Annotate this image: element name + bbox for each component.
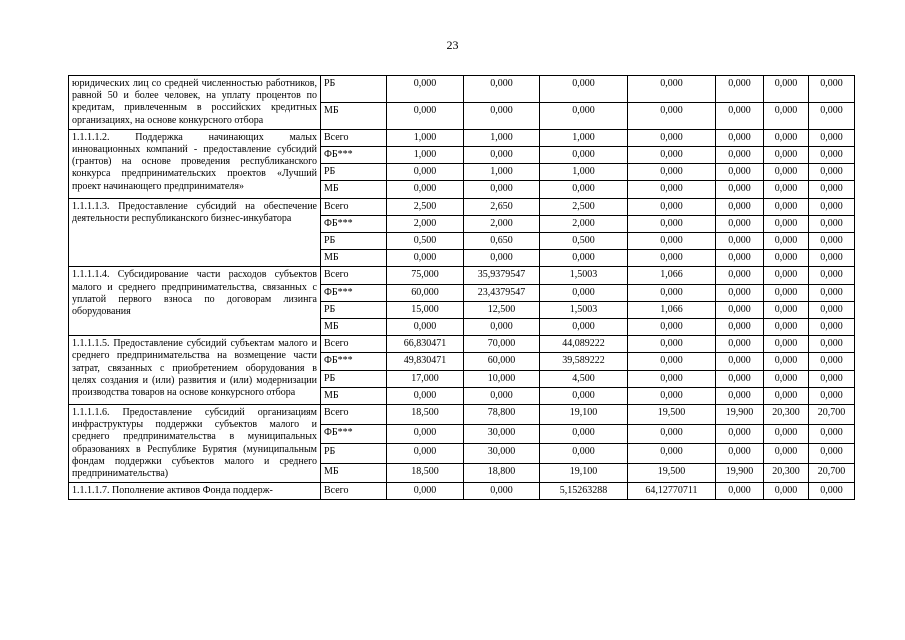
amount-cell: 0,000 (764, 319, 809, 336)
measure-description: 1.1.1.1.5. Предоставление субсидий субъектам малого и среднего предпринимательства на возмещение части затрат, связанных с приобретением оборудования в целях создания и (или) развития и (или) модернизации производства товаров на основе конкурсного отбора (69, 336, 321, 405)
amount-cell: 0,000 (628, 319, 716, 336)
amount-cell: 4,500 (540, 370, 628, 387)
amount-cell: 0,000 (387, 444, 464, 464)
funding-source: МБ (321, 319, 387, 336)
funding-source: РБ (321, 444, 387, 464)
amount-cell: 1,000 (540, 164, 628, 181)
amount-cell: 0,000 (464, 181, 540, 198)
amount-cell: 0,000 (716, 483, 764, 500)
amount-cell: 0,000 (628, 250, 716, 267)
amount-cell: 30,000 (464, 444, 540, 464)
amount-cell: 64,12770711 (628, 483, 716, 500)
amount-cell: 0,000 (716, 164, 764, 181)
funding-source: ФБ*** (321, 424, 387, 444)
amount-cell: 0,500 (540, 233, 628, 250)
amount-cell: 49,830471 (387, 353, 464, 370)
amount-cell: 0,000 (628, 424, 716, 444)
funding-source: ФБ*** (321, 353, 387, 370)
amount-cell: 10,000 (464, 370, 540, 387)
amount-cell: 2,500 (387, 198, 464, 215)
amount-cell: 0,000 (764, 164, 809, 181)
amount-cell: 0,000 (716, 301, 764, 318)
amount-cell: 15,000 (387, 301, 464, 318)
funding-source: РБ (321, 76, 387, 103)
amount-cell: 0,000 (809, 215, 855, 232)
amount-cell: 0,000 (464, 319, 540, 336)
amount-cell: 2,000 (387, 215, 464, 232)
amount-cell: 0,000 (716, 147, 764, 164)
amount-cell: 0,000 (387, 181, 464, 198)
amount-cell: 0,000 (628, 102, 716, 129)
amount-cell: 30,000 (464, 424, 540, 444)
amount-cell: 0,000 (764, 483, 809, 500)
amount-cell: 0,000 (764, 370, 809, 387)
amount-cell: 0,000 (809, 76, 855, 103)
funding-source: Всего (321, 129, 387, 146)
amount-cell: 0,000 (540, 147, 628, 164)
amount-cell: 0,000 (764, 102, 809, 129)
amount-cell: 12,500 (464, 301, 540, 318)
amount-cell: 0,000 (387, 483, 464, 500)
amount-cell: 0,000 (387, 76, 464, 103)
amount-cell: 0,000 (764, 301, 809, 318)
amount-cell: 0,000 (716, 353, 764, 370)
funding-source: ФБ*** (321, 147, 387, 164)
amount-cell: 1,000 (387, 147, 464, 164)
amount-cell: 0,000 (628, 164, 716, 181)
amount-cell: 60,000 (464, 353, 540, 370)
funding-source: Всего (321, 483, 387, 500)
funding-source: МБ (321, 102, 387, 129)
amount-cell: 2,650 (464, 198, 540, 215)
amount-cell: 0,000 (628, 336, 716, 353)
measure-description: юридических лиц со средней численностью работников, равной 50 и более человек, на уплату процентов по кредитам, привлеченным в российских кредитных организациях, на основе конкурсного отбора (69, 76, 321, 130)
amount-cell: 0,000 (716, 319, 764, 336)
amount-cell: 35,9379547 (464, 267, 540, 284)
measure-description: 1.1.1.1.4. Субсидирование части расходов субъектов малого и среднего предпринимательства, связанных с уплатой первого взноса по договорам лизинга оборудования (69, 267, 321, 336)
amount-cell: 2,000 (540, 215, 628, 232)
amount-cell: 0,000 (628, 181, 716, 198)
amount-cell: 75,000 (387, 267, 464, 284)
measure-description: 1.1.1.1.3. Предоставление субсидий на обеспечение деятельности республиканского бизнес-инкубатора (69, 198, 321, 267)
amount-cell: 19,900 (716, 405, 764, 425)
funding-source: Всего (321, 405, 387, 425)
amount-cell: 0,000 (716, 444, 764, 464)
amount-cell: 78,800 (464, 405, 540, 425)
amount-cell: 18,500 (387, 463, 464, 483)
amount-cell: 60,000 (387, 284, 464, 301)
amount-cell: 0,000 (764, 233, 809, 250)
amount-cell: 0,000 (809, 147, 855, 164)
amount-cell: 1,5003 (540, 267, 628, 284)
measure-description: 1.1.1.1.6. Предоставление субсидий организациям инфраструктуры поддержки субъектов малого и среднего предпринимательства в муниципальных образованиях в Республике Бурятия (муниципальным фондам поддержки субъектов малого и среднего предпринимательства) (69, 405, 321, 483)
amount-cell: 18,800 (464, 463, 540, 483)
amount-cell: 0,000 (809, 483, 855, 500)
amount-cell: 0,000 (628, 198, 716, 215)
amount-cell: 0,000 (764, 284, 809, 301)
amount-cell: 0,000 (809, 181, 855, 198)
amount-cell: 0,000 (716, 267, 764, 284)
amount-cell: 0,000 (628, 129, 716, 146)
amount-cell: 0,000 (809, 319, 855, 336)
amount-cell: 0,650 (464, 233, 540, 250)
amount-cell: 0,000 (764, 387, 809, 404)
amount-cell: 0,000 (764, 181, 809, 198)
amount-cell: 0,000 (716, 370, 764, 387)
amount-cell: 0,000 (540, 284, 628, 301)
amount-cell: 0,000 (628, 76, 716, 103)
amount-cell: 0,000 (764, 444, 809, 464)
measure-description: 1.1.1.1.7. Пополнение активов Фонда поддерж- (69, 483, 321, 500)
amount-cell: 0,000 (716, 215, 764, 232)
amount-cell: 0,000 (387, 387, 464, 404)
amount-cell: 0,000 (387, 164, 464, 181)
amount-cell: 1,066 (628, 301, 716, 318)
amount-cell: 0,000 (464, 387, 540, 404)
amount-cell: 1,000 (387, 129, 464, 146)
amount-cell: 0,000 (540, 424, 628, 444)
amount-cell: 0,000 (628, 284, 716, 301)
amount-cell: 0,000 (716, 336, 764, 353)
amount-cell: 2,000 (464, 215, 540, 232)
amount-cell: 0,000 (716, 387, 764, 404)
amount-cell: 0,000 (764, 215, 809, 232)
amount-cell: 20,700 (809, 405, 855, 425)
amount-cell: 0,000 (764, 267, 809, 284)
amount-cell: 0,000 (764, 76, 809, 103)
amount-cell: 20,300 (764, 463, 809, 483)
amount-cell: 0,000 (716, 250, 764, 267)
amount-cell: 0,000 (809, 301, 855, 318)
measure-description: 1.1.1.1.2. Поддержка начинающих малых инновационных компаний - предоставление субсидий (грантов) на основе проведения республиканского конкурса предпринимательских проектов «Лучший проект начинающего предпринимателя» (69, 129, 321, 198)
funding-source: РБ (321, 164, 387, 181)
amount-cell: 0,000 (809, 129, 855, 146)
amount-cell: 0,000 (387, 424, 464, 444)
amount-cell: 0,000 (540, 250, 628, 267)
amount-cell: 0,000 (716, 233, 764, 250)
amount-cell: 0,000 (809, 336, 855, 353)
amount-cell: 0,000 (764, 424, 809, 444)
table-row (69, 483, 855, 500)
amount-cell: 0,000 (716, 76, 764, 103)
amount-cell: 0,000 (464, 102, 540, 129)
amount-cell: 0,500 (387, 233, 464, 250)
amount-cell: 1,5003 (540, 301, 628, 318)
amount-cell: 1,000 (540, 129, 628, 146)
amount-cell: 0,000 (716, 284, 764, 301)
amount-cell: 0,000 (628, 147, 716, 164)
amount-cell: 19,500 (628, 405, 716, 425)
funding-source: МБ (321, 181, 387, 198)
amount-cell: 0,000 (764, 353, 809, 370)
amount-cell: 1,000 (464, 129, 540, 146)
funding-source: Всего (321, 336, 387, 353)
amount-cell: 0,000 (764, 147, 809, 164)
funding-source: РБ (321, 233, 387, 250)
funding-source: ФБ*** (321, 284, 387, 301)
amount-cell: 0,000 (809, 250, 855, 267)
amount-cell: 19,900 (716, 463, 764, 483)
funding-source: МБ (321, 250, 387, 267)
amount-cell: 0,000 (764, 129, 809, 146)
funding-source: РБ (321, 301, 387, 318)
funding-source: МБ (321, 463, 387, 483)
amount-cell: 0,000 (809, 164, 855, 181)
amount-cell: 0,000 (764, 198, 809, 215)
amount-cell: 0,000 (540, 76, 628, 103)
amount-cell: 0,000 (464, 250, 540, 267)
amount-cell: 0,000 (540, 319, 628, 336)
amount-cell: 0,000 (809, 424, 855, 444)
amount-cell: 0,000 (628, 353, 716, 370)
amount-cell: 0,000 (540, 181, 628, 198)
table-row (69, 405, 855, 425)
amount-cell: 1,066 (628, 267, 716, 284)
funding-source: РБ (321, 370, 387, 387)
amount-cell: 0,000 (764, 336, 809, 353)
amount-cell: 0,000 (809, 444, 855, 464)
table-row (69, 76, 855, 103)
amount-cell: 66,830471 (387, 336, 464, 353)
amount-cell: 0,000 (716, 424, 764, 444)
amount-cell: 19,100 (540, 463, 628, 483)
amount-cell: 20,300 (764, 405, 809, 425)
table-row (69, 267, 855, 284)
amount-cell: 0,000 (628, 387, 716, 404)
amount-cell: 44,089222 (540, 336, 628, 353)
amount-cell: 18,500 (387, 405, 464, 425)
table-row (69, 198, 855, 215)
amount-cell: 0,000 (628, 233, 716, 250)
amount-cell: 2,500 (540, 198, 628, 215)
amount-cell: 1,000 (464, 164, 540, 181)
amount-cell: 17,000 (387, 370, 464, 387)
amount-cell: 0,000 (540, 387, 628, 404)
amount-cell: 0,000 (716, 129, 764, 146)
amount-cell: 0,000 (809, 267, 855, 284)
amount-cell: 39,589222 (540, 353, 628, 370)
amount-cell: 0,000 (387, 250, 464, 267)
amount-cell: 0,000 (809, 198, 855, 215)
amount-cell: 5,15263288 (540, 483, 628, 500)
amount-cell: 70,000 (464, 336, 540, 353)
budget-table-body (69, 76, 855, 500)
amount-cell: 0,000 (716, 102, 764, 129)
funding-source: ФБ*** (321, 215, 387, 232)
amount-cell: 0,000 (809, 387, 855, 404)
funding-source: Всего (321, 267, 387, 284)
amount-cell: 0,000 (464, 147, 540, 164)
amount-cell: 0,000 (809, 102, 855, 129)
amount-cell: 0,000 (809, 370, 855, 387)
amount-cell: 23,4379547 (464, 284, 540, 301)
budget-table (68, 75, 855, 500)
funding-source: Всего (321, 198, 387, 215)
amount-cell: 0,000 (464, 483, 540, 500)
amount-cell: 0,000 (809, 353, 855, 370)
table-row (69, 336, 855, 353)
amount-cell: 19,100 (540, 405, 628, 425)
amount-cell: 0,000 (809, 284, 855, 301)
amount-cell: 0,000 (809, 233, 855, 250)
amount-cell: 0,000 (540, 444, 628, 464)
amount-cell: 0,000 (716, 181, 764, 198)
amount-cell: 0,000 (540, 102, 628, 129)
amount-cell: 0,000 (716, 198, 764, 215)
amount-cell: 0,000 (628, 370, 716, 387)
funding-source: МБ (321, 387, 387, 404)
amount-cell: 0,000 (387, 102, 464, 129)
amount-cell: 0,000 (628, 444, 716, 464)
page-number: 23 (446, 38, 459, 52)
amount-cell: 19,500 (628, 463, 716, 483)
amount-cell: 0,000 (387, 319, 464, 336)
amount-cell: 0,000 (764, 250, 809, 267)
table-row (69, 129, 855, 146)
amount-cell: 20,700 (809, 463, 855, 483)
amount-cell: 0,000 (464, 76, 540, 103)
amount-cell: 0,000 (628, 215, 716, 232)
